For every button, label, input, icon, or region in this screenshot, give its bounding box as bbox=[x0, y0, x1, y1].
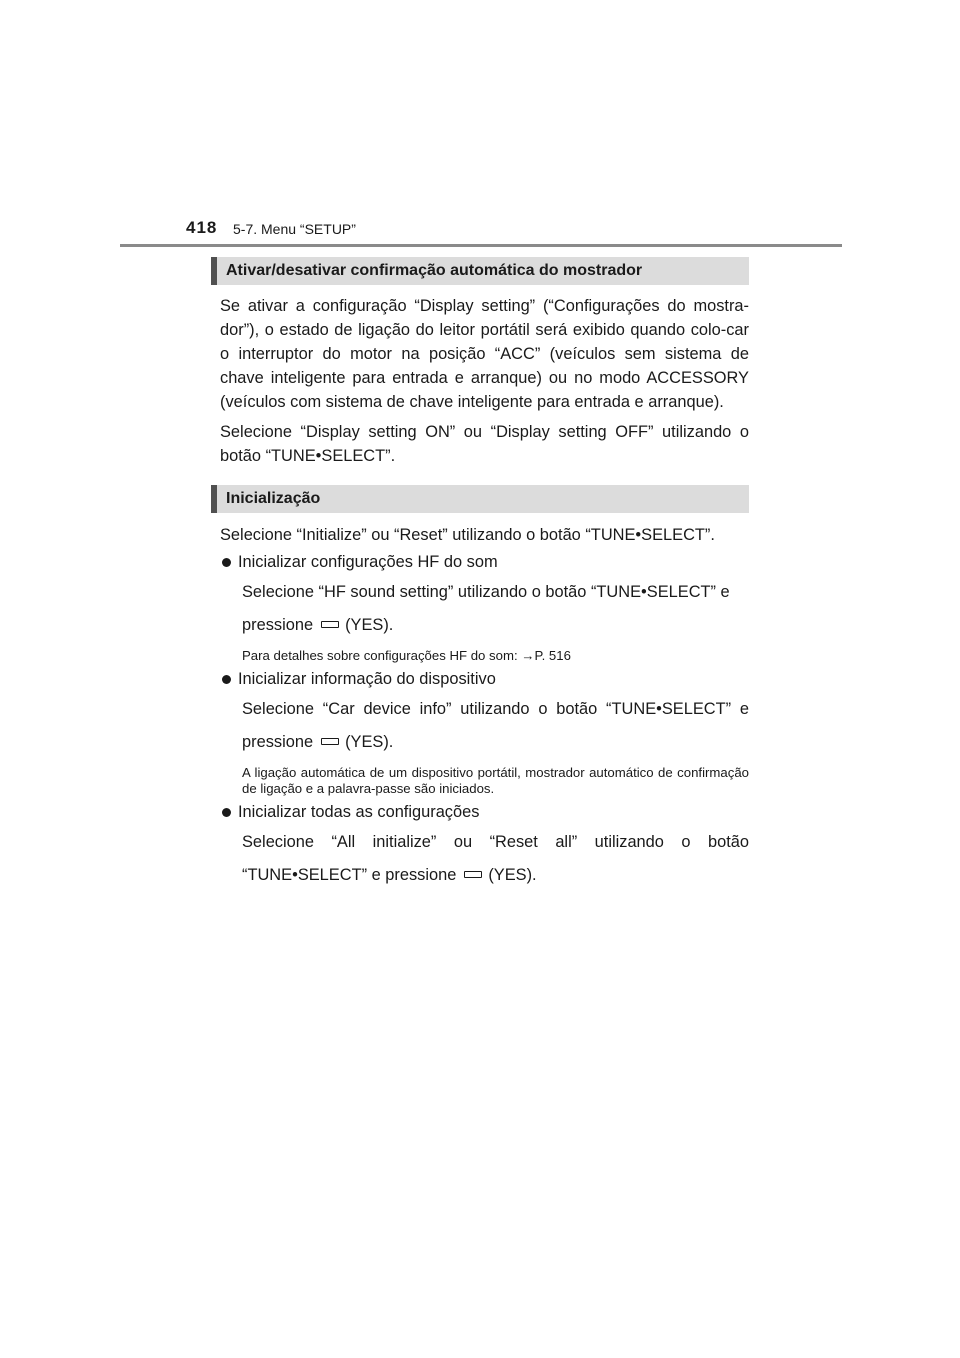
phone-button-icon bbox=[464, 871, 482, 878]
note-text: A ligação automática de um dispositivo portátil, mostrador automático de confirmação de ligação e a palavra-passe são iniciados. bbox=[242, 765, 749, 796]
bullet-icon bbox=[222, 675, 231, 684]
bullet-item-hf-sound bbox=[222, 551, 749, 574]
bullet-title: Inicializar todas as configurações bbox=[238, 803, 480, 821]
instruction-line: Selecione “Car device info” utilizando o botão “TUNE•SELECT” e bbox=[242, 700, 749, 718]
press-text: pressione bbox=[242, 733, 314, 751]
page-number: 418 bbox=[186, 218, 218, 237]
yes-text: (YES). bbox=[345, 733, 394, 751]
bullet-title: Inicializar informação do dispositivo bbox=[238, 670, 496, 688]
press-text: “TUNE•SELECT” e pressione bbox=[242, 866, 457, 884]
bullet-icon bbox=[222, 558, 231, 567]
phone-button-icon bbox=[321, 621, 339, 628]
header-divider bbox=[120, 244, 842, 247]
note-text bbox=[242, 648, 749, 664]
instruction-press-line bbox=[242, 859, 749, 892]
instruction-press-line bbox=[242, 609, 749, 642]
bullet-title: Inicializar configurações HF do som bbox=[238, 553, 498, 571]
yes-text: (YES). bbox=[345, 616, 394, 634]
bullet-icon bbox=[222, 808, 231, 817]
section-heading-text: Ativar/desativar confirmação automática do mostrador bbox=[226, 262, 643, 279]
note-prefix: Para detalhes sobre configurações HF do som: bbox=[242, 648, 518, 663]
display-setting-paragraph: Se ativar a configuração “Display setting” (“Configurações do mostra-dor”), o estado de ligação do leitor portátil será exibido quando colo-car o interruptor do motor na posição “ACC” (veículos sem sistema de chave inteligente para entrada e arranque) ou no modo ACCESSORY (veículos com sistema de chave inteligente para entrada e arranque). bbox=[220, 297, 749, 411]
instruction-line: Selecione “All initialize” ou “Reset all” utilizando o botão bbox=[242, 833, 749, 851]
page-content bbox=[211, 257, 749, 892]
phone-button-icon bbox=[321, 738, 339, 745]
instruction-line: Selecione “HF sound setting” utilizando o botão “TUNE•SELECT” e bbox=[242, 583, 730, 601]
chapter-title: 5-7. Menu “SETUP” bbox=[233, 221, 356, 237]
section-heading-display-confirmation bbox=[211, 257, 749, 285]
instruction-press-line bbox=[242, 726, 749, 759]
section-heading-text: Inicialização bbox=[226, 490, 321, 507]
display-setting-instruction: Selecione “Display setting ON” ou “Display setting OFF” utilizando o botão “TUNE•SELECT”. bbox=[220, 423, 749, 465]
arrow-right-icon: → bbox=[521, 648, 535, 663]
initialize-instruction: Selecione “Initialize” ou “Reset” utilizando o botão “TUNE•SELECT”. bbox=[220, 526, 715, 544]
page-reference-link[interactable]: P. 516 bbox=[534, 648, 571, 663]
bullet-item-all-settings bbox=[222, 801, 749, 824]
section-heading-initialization bbox=[211, 485, 749, 513]
press-text: pressione bbox=[242, 616, 314, 634]
bullet-item-device-info bbox=[222, 668, 749, 691]
yes-text: (YES). bbox=[488, 866, 537, 884]
